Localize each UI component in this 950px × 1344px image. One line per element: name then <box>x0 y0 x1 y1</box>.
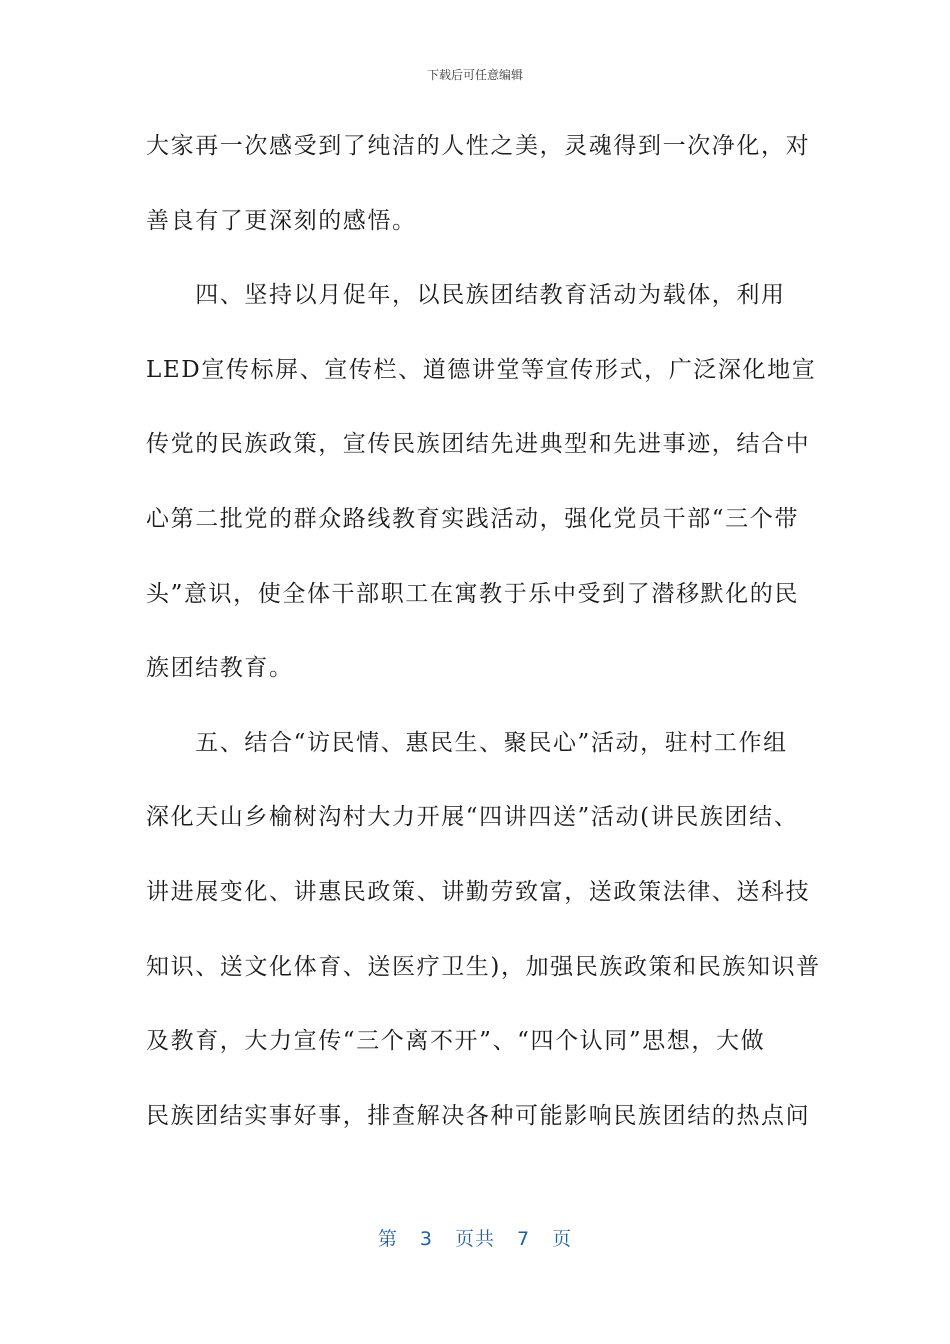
text-line: 深化天山乡榆树沟村大力开展“四讲四送”活动(讲民族团结、 <box>146 804 799 831</box>
text-line: 民族团结实事好事，排查解决各种可能影响民族团结的热点问 <box>146 1102 811 1129</box>
text-line: 族团结教育。 <box>146 655 294 682</box>
text-line: 知识、送文化体育、送医疗卫生)，加强民族政策和民族知识普 <box>146 953 821 980</box>
page-footer <box>0 1224 950 1251</box>
header-note: 下载后可任意编辑 <box>426 68 523 82</box>
text-line: 大家再一次感受到了纯洁的人性之美，灵魂得到一次净化，对 <box>146 133 811 159</box>
text-line: 五、结合“访民情、惠民生、聚民心”活动，驻村工作组 <box>146 729 788 756</box>
text-line: 心第二批党的群众路线教育实践活动，强化党员干部“三个带 <box>146 505 799 532</box>
text-line: 讲进展变化、讲惠民政策、讲勤劳致富，送政策法律、送科技 <box>146 878 811 905</box>
text-line: 及教育，大力宣传“三个离不开”、“四个认同”思想，大做 <box>146 1028 766 1055</box>
page-label-prefix: 第 <box>377 1228 398 1250</box>
page-label-middle: 页共 <box>454 1228 495 1250</box>
text-line: LED宣传标屏、宣传栏、道德讲堂等宣传形式，广泛深化地宣 <box>146 356 817 383</box>
text-line: 善良有了更深刻的感悟。 <box>146 207 417 234</box>
text-line: 四、坚持以月促年，以民族团结教育活动为载体，利用 <box>146 282 786 309</box>
current-page-number: 3 <box>419 1228 433 1250</box>
total-pages-number: 7 <box>517 1228 531 1250</box>
text-line: 头”意识，使全体干部职工在寓教于乐中受到了潜移默化的民 <box>146 580 799 607</box>
document-body <box>146 122 821 1166</box>
text-line: 传党的民族政策，宣传民族团结先进典型和先进事迹，结合中 <box>146 431 811 458</box>
page-label-suffix: 页 <box>552 1228 573 1250</box>
